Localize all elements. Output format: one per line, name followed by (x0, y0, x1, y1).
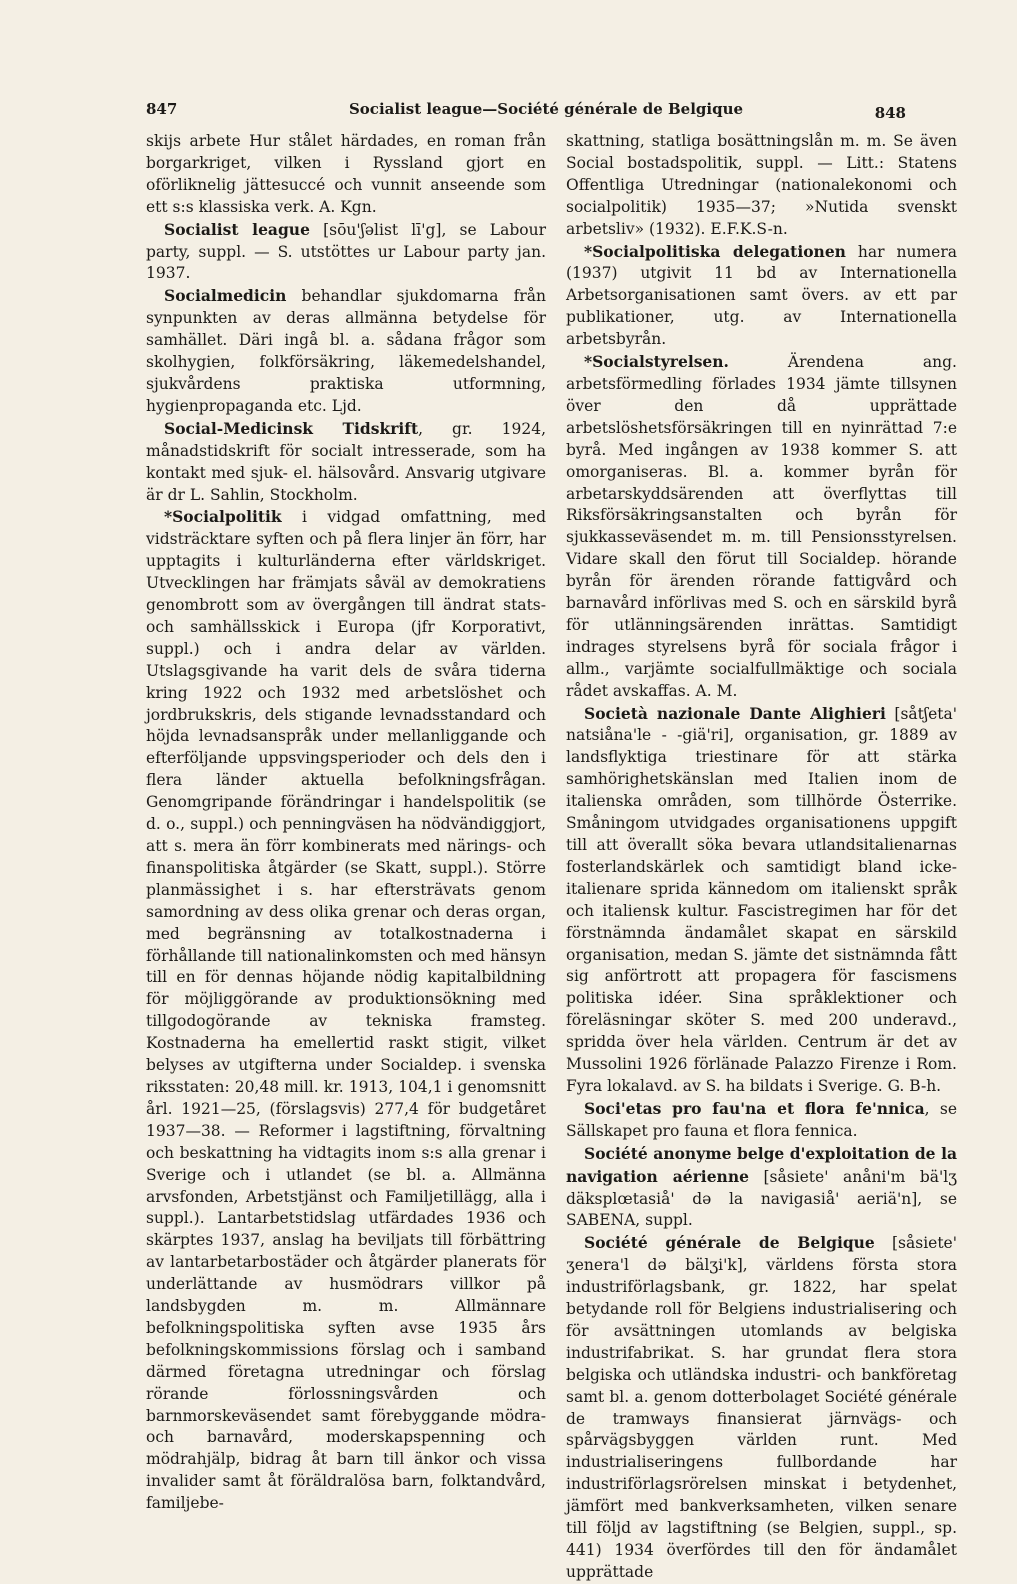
running-header (146, 100, 906, 122)
headword: *Socialpolitiska delegationen (584, 241, 846, 261)
entry-socialstyrelsen: *Socialstyrelsen. Ärendena ang. arbetsförmedling förlades 1934 jämte tillsynen över den då upprättade arbetslöshetsförsäkringen till en nyinrättad 7:e byrå. Med ingången av 1938 kommer S. att omorganiseras. Bl. a. kommer byrån för arbetarskyddsärenden att överflyttas till Riksförsäkringsanstalten och byrån för sjukkasseväsendet m. m. till Pensionsstyrelsen. Vidare skall den förut till Socialdep. hörande byrån för ärenden rörande fattigvård och barnavård införlivas med S. och en särskild byrå för utlänningsärenden inrättas. Samtidigt indrages styrelsens byrå för sociala frågor i allm., varjämte socialfullmäktige och sociala rådet avskaffas. A. M. (566, 352, 957, 700)
entry-societe-generale-de-belgique: Société générale de Belgique [såsiete' ʒenera'l də bälʒi'k], världens första stora industriförlagsbank, gr. 1822, har spelat betydande roll för Belgiens industrialisering och för avsättningen utomlands av belgiska industrifabrikat. S. har grundat flera stora belgiska och utländska industri- och bankföretag samt bl. a. genom dotterbolaget Société générale de tramways finansierat järnvägs- och spårvägsbyggen världen runt. Med industrialiseringens fullbordande har industriförlagsrörelsen minskat i betydenhet, jämfört med bankverksamheten, vilken senare till följd av lagstiftning (se Belgien, suppl., sp. 441) 1934 överfördes till den för ändamålet upprättade (566, 1233, 957, 1581)
entry-socialpolitik: *Socialpolitik i vidgad omfattning, med vidsträcktare syften och på flera linjer än förr, har upptagits i kulturländerna efter världskriget. Utvecklingen har främjats såväl av demokratiens genombrott som av övergången till ändrat stats- och samhällsskick i Europa (jfr Korporativt, suppl.) och i andra delar av världen. Utslagsgivande ha varit dels de svåra tiderna kring 1922 och 1932 med arbetslöshet och jordbrukskris, dels stigande levnadsstandard och höjda levnadsanspråk under mellanliggande och efterföljande uppsvingsperioder och dels den i flera länder aktuella befolkningsfrågan. Genomgripande förändringar i handelspolitik (se d. o., suppl.) och penningväsen ha nödvändiggjort, att s. mera än förr kombinerats med närings- och finanspolitiska åtgärder (se Skatt, suppl.). Större planmässighet i s. har eftersträvats genom samordning av dess olika grenar och deras organ, med begränsning av totalkostnaderna i förhållande till nationalinkomsten och med hänsyn till en för dennas höjande nödig kapitalbildning för möjliggörande av produktionsökning med tillgodogörande av tekniska framsteg. Kostnaderna ha emellertid raskt stigit, vilket belyses av utgifterna under Socialdep. i svenska riksstaten: 20,48 mill. kr. 1913, 104,1 i genomsnitt årl. 1921—25, (förslagsvis) 277,4 för budgetåret 1937—38. — Reformer i lagstiftning, förvaltning och beskattning ha vidtagits inom s:s alla grenar i Sverige och i utlandet (se bl. a. Allmänna arvsfonden, Arbetstjänst och Familjetillägg, alla i suppl.). Lantarbetstidslag utfärdades 1936 och skärptes 1937, anslag ha beviljats till förbättring av lantarbetarbostäder och åtgärder planerats för underlättande av husmödrars villkor på landsbygden m. m. Allmännare befolkningspolitiska syften avse 1935 års befolkningskommissions förslag och i samband därmed företagna utredningar och förslag rörande förlossningsvården och barnmorskeväsendet samt förebyggande mödra- och barnavård, moderskapspenning och mödrahjälp, bidrag åt barn till änkor och vissa invalider samt åt föräldralösa barn, folktandvård, familjebe- (146, 507, 546, 1513)
entry-societe-anonyme-belge: Société anonyme belge d'exploitation de la navigation aérienne [såsiete' anåni'm bä'lʒ däksplœtasiå' də la navigasiå' aeriä'n], se SABENA, suppl. (566, 1143, 957, 1230)
headword: Socialmedicin (164, 286, 287, 306)
page-title: Socialist league—Société générale de Belgique (348, 100, 744, 118)
headword: Società nazionale Dante Alighieri (584, 703, 886, 723)
page-number-right: 848 (874, 104, 906, 122)
entry-continuation: skattning, statliga bosättningslån m. m. Se även Social bostadspolitik, suppl. — Litt.: Statens Offentliga Utredningar (nationalekonomi och socialpolitik) 1935—37; »Nutida svenskt arbetsliv» (1932). E.F.K.S-n. (566, 132, 957, 238)
entry-socialmedicin: Socialmedicin behandlar sjukdomarna från synpunkten av deras allmänna betydelse för samhället. Däri ingå bl. a. sådana frågor som skolhygien, folkförsäkring, läkemedelshandel, sjukvårdens praktiska utformning, hygienpropaganda etc. Ljd. (146, 286, 546, 415)
headword: Social-Medicinsk Tidskrift (164, 418, 419, 438)
headword: *Socialpolitik (164, 507, 282, 527)
entry-social-medicinsk-tidskrift: Social-Medicinsk Tidskrift, gr. 1924, månadstidskrift för socialt intresserade, som ha kontakt med sjuk- el. hälsovård. Ansvarig utgivare är dr L. Sahlin, Stockholm. (146, 418, 546, 504)
headword: *Socialstyrelsen. (584, 352, 729, 372)
headword: Socialist league (164, 219, 310, 239)
headword: Société générale de Belgique (584, 1233, 875, 1253)
headword: Soci'etas pro fau'na et flora fe'nnica (584, 1098, 925, 1118)
left-column (146, 131, 546, 1513)
entry-socialist-league: Socialist league [sōu'ʃəlist lī'g], se Labour party, suppl. — S. utstöttes ur Labour party jan. 1937. (146, 219, 546, 283)
entry-continuation: skijs arbete Hur stålet härdades, en roman från borgarkriget, vilken i Ryssland gjort en oförliknelig jättesuccé och vunnit anseende som ett s:s klassiska verk. A. Kgn. (146, 132, 546, 216)
right-column (566, 131, 957, 1581)
entry-societas-pro-fauna: Soci'etas pro fau'na et flora fe'nnica, se Sällskapet pro fauna et flora fennica. (566, 1098, 957, 1140)
page-number-left: 847 (146, 100, 178, 118)
headword: Société anonyme belge d'exploitation de la navigation aérienne (566, 1143, 957, 1186)
entry-socialpolitiska-delegationen: *Socialpolitiska delegationen har numera (1937) utgivit 11 bd av Internationella Arbetsorganisationen samt övers. av ett par publikationer, utg. av Internationella arbetsbyrån. (566, 241, 957, 349)
entry-societa-nazionale-dante-alighieri: Società nazionale Dante Alighieri [såtʃeta' natsiåna'le - -giä'ri], organisation, gr. 1889 av landsflyktiga triestinare för att stärka samhörighetskänslan med Italien inom de italienska områden, som tillhörde Österrike. Småningom utvidgades organisationens uppgift till att överallt söka bevara utlandsitalienarnas fosterlandskärlek och samtidigt bland icke-italienare sprida kännedom om italienskt språk och italiensk kultur. Fascistregimen har för det förstnämnda ändamålet skapat en särskild organisation, medan S. jämte det sistnämnda fått sig anförtrott att propagera för fascismens politiska idéer. Sina språklektioner och föreläsningar sköter S. med 200 underavd., spridda över hela världen. Centrum är det av Mussolini 1926 förlänade Palazzo Firenze i Rom. Fyra lokalavd. av S. ha bildats i Sverige. G. B-h. (566, 703, 957, 1095)
